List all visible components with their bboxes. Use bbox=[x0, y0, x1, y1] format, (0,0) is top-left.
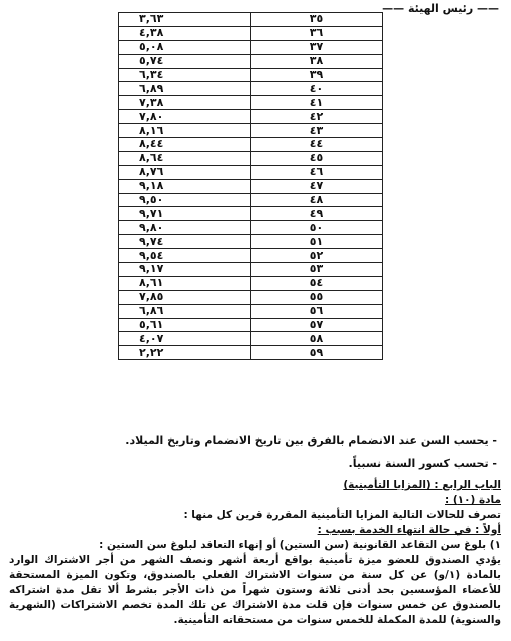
table-row bbox=[119, 82, 383, 96]
rates-table-body bbox=[119, 13, 383, 360]
rate-value-cell: ٩,١٧ bbox=[119, 263, 251, 277]
rate-value-cell: ٦,٨٦ bbox=[119, 304, 251, 318]
rate-value-cell: ٣,٦٣ bbox=[119, 13, 251, 27]
rate-value-cell: ٥,٦١ bbox=[119, 318, 251, 332]
rate-value-cell: ٦,٣٤ bbox=[119, 68, 251, 82]
article-intro: تصرف للحالات التالية المزايا التأمينية المقررة قرين كل منها : bbox=[183, 509, 501, 521]
table-row bbox=[119, 40, 383, 54]
rate-value-cell: ٩,٥٠ bbox=[119, 193, 251, 207]
table-row bbox=[119, 276, 383, 290]
item-1-body: يؤدي الصندوق للعضو ميزة تأمينية بواقع أربعة أشهر ونصف الشهر من أجر الاشتراك الوارد بالمادة (١/و) عن كل سنة من سنوات الاشتراك الفعلي بالصندوق، وتكون الميزة المستحقة للأعضاء المؤسسين بحد أدنى ثلاثة وستون شهراً من ذات الأجر بشرط ألا تقل مدة اشتراكه بالصندوق عن خمس سنوات فإن قلت مدة الاشتراك عن تلك المدة تخصم الاشتراكات (الشهرية والسنوية) للمدة المكملة للخمس سنوات من مستحقاته التأمينية. bbox=[9, 554, 502, 626]
rate-value-cell: ٤,٠٧ bbox=[119, 332, 251, 346]
table-row bbox=[119, 13, 383, 27]
age-cell: ٥٣ bbox=[251, 263, 383, 277]
table-row bbox=[119, 54, 383, 68]
table-row bbox=[119, 110, 383, 124]
header-title: رئيس الهيئة bbox=[408, 2, 474, 15]
table-row bbox=[119, 346, 383, 360]
rate-value-cell: ٩,١٨ bbox=[119, 179, 251, 193]
age-cell: ٥٦ bbox=[251, 304, 383, 318]
table-row bbox=[119, 193, 383, 207]
header-dash-right: —— bbox=[477, 2, 499, 15]
rates-table bbox=[118, 12, 383, 360]
age-cell: ٣٨ bbox=[251, 54, 383, 68]
rate-value-cell: ٩,٨٠ bbox=[119, 221, 251, 235]
rate-value-cell: ٥,٠٨ bbox=[119, 40, 251, 54]
rate-value-cell: ٤,٣٨ bbox=[119, 26, 251, 40]
table-row bbox=[119, 138, 383, 152]
rate-value-cell: ٩,٥٤ bbox=[119, 249, 251, 263]
age-cell: ٤٠ bbox=[251, 82, 383, 96]
table-row bbox=[119, 304, 383, 318]
table-row bbox=[119, 290, 383, 304]
table-row bbox=[119, 96, 383, 110]
age-cell: ٣٦ bbox=[251, 26, 383, 40]
age-cell: ٥٨ bbox=[251, 332, 383, 346]
rate-value-cell: ٧,٣٨ bbox=[119, 96, 251, 110]
table-row bbox=[119, 263, 383, 277]
rate-value-cell: ٨,٧٦ bbox=[119, 165, 251, 179]
table-row bbox=[119, 124, 383, 138]
table-row bbox=[119, 165, 383, 179]
rate-value-cell: ٥,٧٤ bbox=[119, 54, 251, 68]
age-cell: ٤٧ bbox=[251, 179, 383, 193]
age-cell: ٤٦ bbox=[251, 165, 383, 179]
chapter-heading: الباب الرابع : (المزايا التأمينية) bbox=[343, 479, 501, 491]
article-heading: مادة (١٠) : bbox=[445, 494, 501, 506]
age-cell: ٤٣ bbox=[251, 124, 383, 138]
age-cell: ٥٧ bbox=[251, 318, 383, 332]
age-cell: ٤٤ bbox=[251, 138, 383, 152]
rate-value-cell: ٨,٤٤ bbox=[119, 138, 251, 152]
table-row bbox=[119, 151, 383, 165]
rate-value-cell: ٩,٧١ bbox=[119, 207, 251, 221]
rate-value-cell: ٩,٧٤ bbox=[119, 235, 251, 249]
age-cell: ٥٢ bbox=[251, 249, 383, 263]
notes bbox=[17, 434, 497, 480]
table-row bbox=[119, 221, 383, 235]
table-row bbox=[119, 318, 383, 332]
table-row bbox=[119, 68, 383, 82]
age-cell: ٥٠ bbox=[251, 221, 383, 235]
age-cell: ٤٩ bbox=[251, 207, 383, 221]
note-age-calculation: - يحسب السن عند الانضمام بالفرق بين تاريخ الانضمام وتاريخ الميلاد. bbox=[125, 434, 497, 447]
table-row bbox=[119, 249, 383, 263]
article-section bbox=[9, 478, 501, 628]
first-case-heading: أولاً : في حالة انتهاء الخدمة بسبب : bbox=[317, 524, 501, 536]
item-1-title: ١) بلوغ سن التقاعد القانونية (سن الستين) أو إنهاء التعاقد لبلوغ سن الستين : bbox=[99, 539, 501, 551]
rate-value-cell: ٧,٨٠ bbox=[119, 110, 251, 124]
rate-value-cell: ٨,٦١ bbox=[119, 276, 251, 290]
age-cell: ٤٨ bbox=[251, 193, 383, 207]
table-row bbox=[119, 235, 383, 249]
age-cell: ٤١ bbox=[251, 96, 383, 110]
age-cell: ٣٥ bbox=[251, 13, 383, 27]
age-cell: ٣٩ bbox=[251, 68, 383, 82]
age-cell: ٥٩ bbox=[251, 346, 383, 360]
table-row bbox=[119, 207, 383, 221]
age-cell: ٤٥ bbox=[251, 151, 383, 165]
table-row bbox=[119, 26, 383, 40]
rate-value-cell: ٦,٨٩ bbox=[119, 82, 251, 96]
age-cell: ٥٥ bbox=[251, 290, 383, 304]
note-year-fractions: - تحسب كسور السنة نسبياً. bbox=[348, 457, 497, 470]
rate-value-cell: ٢,٢٢ bbox=[119, 346, 251, 360]
header-signature bbox=[382, 2, 499, 15]
table-row bbox=[119, 179, 383, 193]
age-cell: ٥١ bbox=[251, 235, 383, 249]
age-cell: ٤٢ bbox=[251, 110, 383, 124]
rate-value-cell: ٨,٦٤ bbox=[119, 151, 251, 165]
rate-value-cell: ٧,٨٥ bbox=[119, 290, 251, 304]
rate-value-cell: ٨,١٦ bbox=[119, 124, 251, 138]
table-row bbox=[119, 332, 383, 346]
age-cell: ٥٤ bbox=[251, 276, 383, 290]
age-cell: ٣٧ bbox=[251, 40, 383, 54]
header-dash-left: —— bbox=[382, 2, 405, 15]
